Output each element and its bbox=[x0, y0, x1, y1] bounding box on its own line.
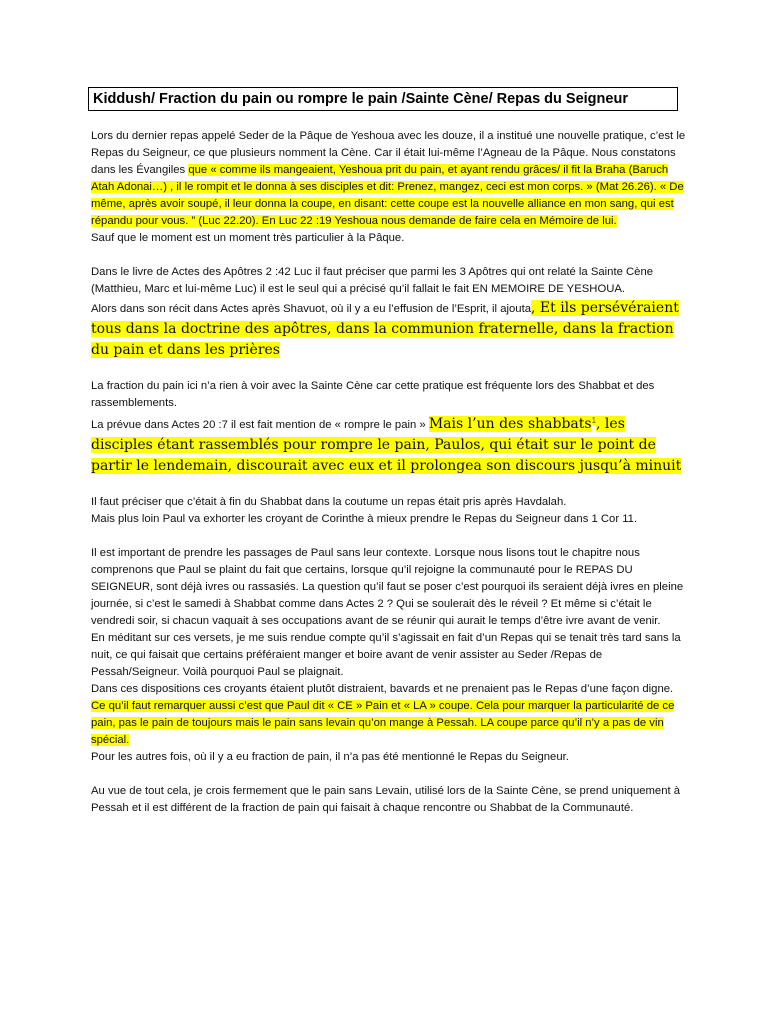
paragraph-5-highlight bbox=[91, 698, 687, 749]
document-title: Kiddush/ Fraction du pain ou rompre le pain /Sainte Cène/ Repas du Seigneur bbox=[88, 87, 678, 111]
paragraph-4: Il faut préciser que c’était à fin du Shabbat dans la coutume un repas était pris après Havdalah. bbox=[91, 495, 567, 508]
paragraph-3-highlight-a: Mais l’un des shabbats bbox=[428, 415, 592, 432]
paragraph-2-highlight: , Et ils persévéraient tous dans la doctrine des apôtres, dans la communion fraternelle, dans la fraction du pain et dans les prières bbox=[91, 300, 679, 358]
paragraph-5-c: Dans ces dispositions ces croyants étaient plutôt distraient, bavards et ne prenaient pas le Repas d’une façon digne. bbox=[91, 682, 674, 695]
spacer bbox=[91, 247, 687, 264]
paragraph-3: La fraction du pain ici n’a rien à voir avec la Sainte Cène car cette pratique est fréquente lors des Shabbat et des rassemblements. bbox=[91, 380, 655, 409]
paragraph-6: Au vue de tout cela, je crois fermement que le pain sans Levain, utilisé lors de la Sainte Cène, se prend uniquement à Pessah et il est différent de la fraction de pain qui faisait à chaque rencontre ou Shabbat de la Communauté. bbox=[91, 784, 681, 814]
spacer bbox=[91, 766, 687, 783]
paragraph-5-d: Pour les autres fois, où il y a eu fraction de pain, il n’a pas été mentionné le Repas du Seigneur. bbox=[91, 750, 569, 763]
paragraph-5-highlight-text: Ce qu’il faut remarquer aussi c’est que Paul dit « CE » Pain et « LA » coupe. Cela pour marquer la particularité de ce pain, pas le pain de toujours mais le pain sans levain qu’on mange à Pessah. LA coupe parce qu’il n’y a pas de vin spécial. bbox=[91, 699, 675, 746]
document-body bbox=[91, 128, 687, 817]
paragraph-5-b: En méditant sur ces versets, je me suis rendue compte qu’il s’agissait en fait d’un Repas qui se tenait très tard sans la nuit, ce qui faisait que certains préféraient manger et boire avant de venir assister au Seder /Repas de Pessah/Seigneur. Voilà pourquoi Paul se plaignait. bbox=[91, 631, 681, 678]
paragraph-1-highlight: que « comme ils mangeaient, Yeshoua prit du pain, et ayant rendu grâces/ il fit la Braha (Baruch Atah Adonai…) , il le rompit et le donna à ses disciples et dit: Prenez, mangez, ceci est mon corps. » (Mat 26.26). « De même, après avoir soupé, il leur donna la coupe, en disant: cette coupe est la nouvelle alliance en mon sang, qui est répandu pour vous. ” (Luc 22.20). En Luc 22 :19 Yeshoua nous demande de faire cela en Mémoire de lui. bbox=[91, 164, 684, 227]
footnote-ref[interactable]: 1 bbox=[591, 416, 597, 425]
spacer bbox=[91, 361, 687, 378]
paragraph-3-cont bbox=[91, 412, 687, 477]
paragraph-2-text: Alors dans son récit dans Actes après Shavuot, où il y a eu l’effusion de l’Esprit, il ajouta bbox=[91, 303, 531, 315]
paragraph-1-note: Sauf que le moment est un moment très particulier à la Pâque. bbox=[91, 232, 405, 244]
paragraph-5: Il est important de prendre les passages de Paul sans leur contexte. Lorsque nous lisons tout le chapitre nous comprenons que Paul se plaint du fait que certains, lorsque qu’il rejoigne la communauté pour le REPAS DU SEIGNEUR, sont déjà ivres ou rassasiés. La question qu’il faut se poser c’est pourquoi ils seraient déjà ivres en pleine journée, si c’est le samedi à Shabbat comme dans Actes 2 ? Qui se soulerait dès le réveil ? Et même si c’était le vendredi soir, si chacun vaquait à ses occupations avant de se réunir qui aurait le temps d’être ivre avant de venir. bbox=[91, 546, 684, 627]
paragraph-3-text: La prévue dans Actes 20 :7 il est fait mention de « rompre le pain » bbox=[91, 418, 429, 431]
paragraph-4-cont: Mais plus loin Paul va exhorter les croyant de Corinthe à mieux prendre le Repas du Seigneur dans 1 Cor 11. bbox=[91, 512, 638, 525]
paragraph-1 bbox=[91, 128, 687, 230]
paragraph-2: Dans le livre de Actes des Apôtres 2 :42 Luc il faut préciser que parmi les 3 Apôtres qui ont relaté la Sainte Cène (Matthieu, Marc et lui-même Luc) il est le seul qui a précisé qu’il fallait le fait EN MEMOIRE DE YESHOUA. bbox=[91, 266, 654, 295]
paragraph-1-text: Lors du dernier repas appelé Seder de la Pâque de Yeshoua avec les douze, il a institué une nouvelle pratique, c’est le Repas du Seigneur, ce que plusieurs nomment la Cène. Car il était lui-même l’Agneau de la Pâque. Nous constatons dans les Évangiles bbox=[91, 130, 686, 176]
paragraph-3-highlight-b: , les disciples étant rassemblés pour rompre le pain, Paulos, qui était sur le point de partir le lendemain, discourait avec eux et il prolongea son discours jusqu’à minuit bbox=[91, 415, 682, 474]
paragraph-2-cont bbox=[91, 298, 687, 361]
spacer bbox=[91, 528, 687, 545]
spacer bbox=[91, 477, 687, 494]
